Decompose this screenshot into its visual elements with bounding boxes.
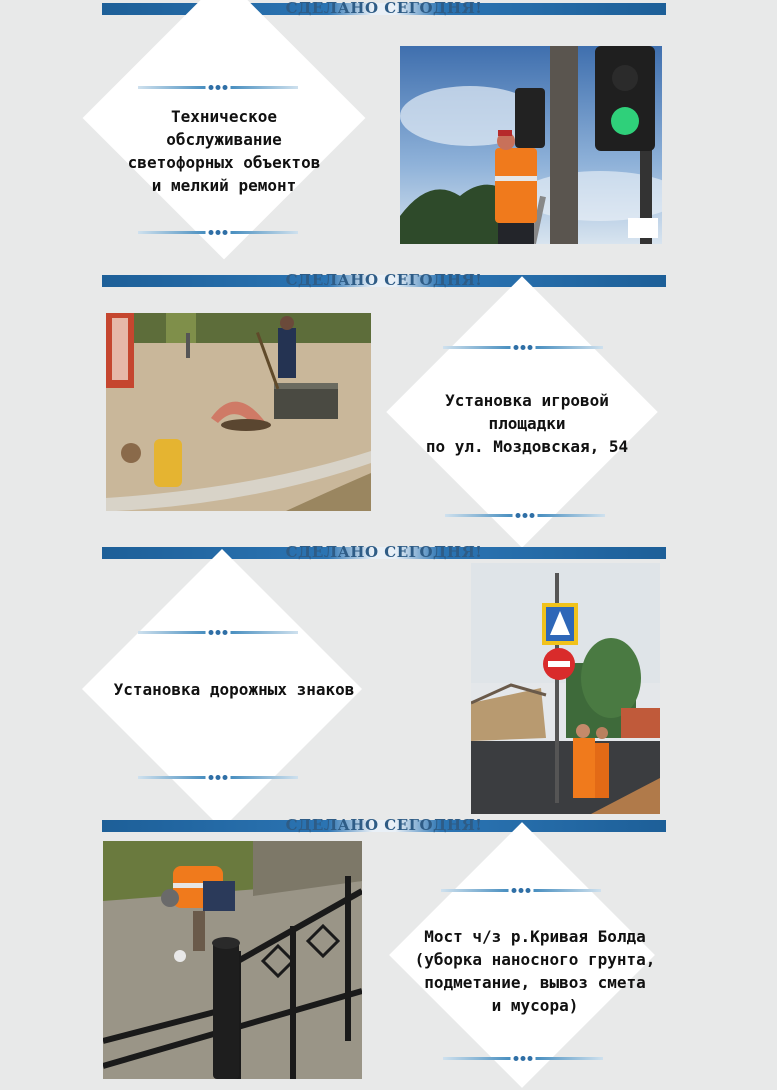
ornament-divider <box>445 512 605 519</box>
banner-title: СДЕЛАНО СЕГОДНЯ! <box>285 816 483 834</box>
ornament-divider <box>138 229 298 236</box>
bridge-cleanup-photo <box>103 841 362 1079</box>
caption-text: Техническое обслуживание светофорных объектов и мелкий ремонт <box>127 107 321 195</box>
caption-text: Установка игровой площадки по ул. Моздовская, 54 <box>425 391 629 456</box>
ornament-divider <box>443 1055 603 1062</box>
caption-text: Установка дорожных знаков <box>113 680 355 699</box>
banner-title: СДЕЛАНО СЕГОДНЯ! <box>285 271 483 289</box>
road-signs-installation-photo <box>471 563 660 814</box>
section-banner <box>102 543 666 561</box>
ornament-divider <box>443 344 603 351</box>
section-banner <box>102 816 666 834</box>
ornament-divider <box>441 887 601 894</box>
ornament-divider <box>138 774 298 781</box>
banner-title: СДЕЛАНО СЕГОДНЯ! <box>285 0 483 17</box>
section-banner <box>102 271 666 289</box>
traffic-light-repair-photo <box>400 46 662 244</box>
banner-title: СДЕЛАНО СЕГОДНЯ! <box>285 543 483 561</box>
ornament-divider <box>138 84 298 91</box>
ornament-divider <box>138 629 298 636</box>
caption-text: Мост ч/з р.Кривая Болда (уборка наносного грунта, подметание, вывоз смета и мусора) <box>414 927 656 1015</box>
playground-installation-photo <box>106 313 371 511</box>
